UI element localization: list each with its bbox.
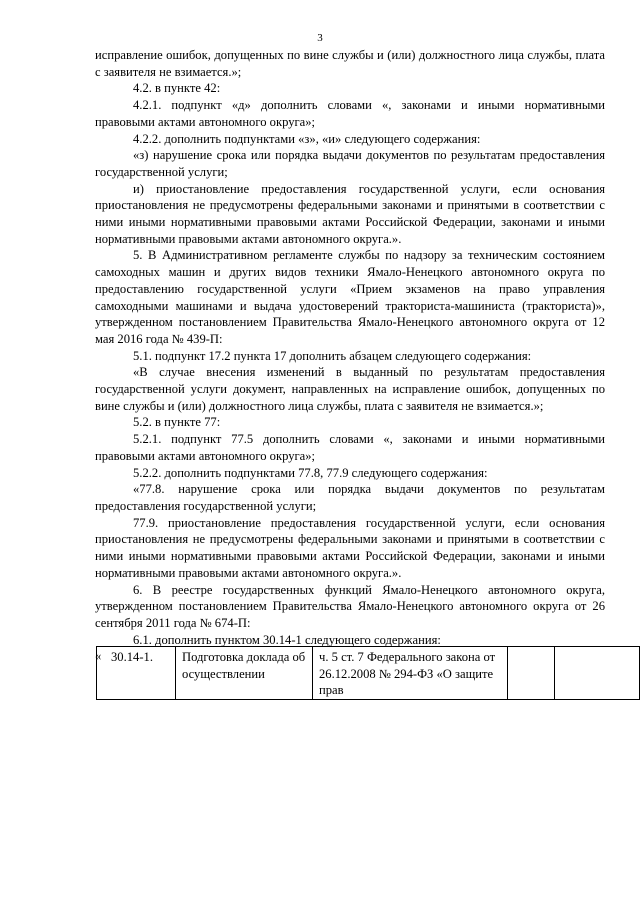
paragraph-quote-i: и) приостановление предоставления государственной услуги, если основания приостановления не предусмотрены федеральными законами и принятыми в соответствии с ними иными нормативными правовыми актами Российской Федерации, законами и иными нормативными правовыми актами автономного округа.». (95, 181, 605, 246)
paragraph-4-2: 4.2. в пункте 42: (133, 81, 221, 96)
cell-empty-4 (508, 647, 555, 700)
page-number: 3 (317, 32, 323, 44)
paragraph-quote-5-1: «В случае внесения изменений в выданный по результатам предоставления государственной услуги документ, направленных на исправление ошибок, допущенных по вине службы и (или) должностного лица службы, плата с заявителя не взимается.»; (95, 365, 605, 413)
cell-number: 30.14-1. (97, 647, 176, 700)
paragraph-quote-77-8: «77.8. нарушение срока или порядка выдачи документов по результатам предоставления государственной услуги; (95, 482, 605, 513)
paragraph-6: 6. В реестре государственных функций Ямало-Ненецкого автономного округа, утвержденном постановлением Правительства Ямало-Ненецкого автономного округа от 26 сентября 2011 года № 674-П: (95, 582, 605, 630)
paragraph-5: 5. В Административном регламенте службы по надзору за техническим состоянием самоходных машин и других видов техники Ямало-Ненецкого автономного округа по предоставлению государственной услуги «Прием экзаменов на право управления самоходными машинами и выдача удостоверений тракториста-машиниста (тракториста)», утвержденном постановлением Правительства Ямало-Ненецкого автономного округа от 12 мая 2016 года № 439-П: (95, 248, 605, 346)
registry-table (96, 646, 640, 700)
document-body (95, 47, 605, 665)
paragraph-5-2-2: 5.2.2. дополнить подпунктами 77.8, 77.9 следующего содержания: (133, 465, 488, 480)
open-quote-mark: « (95, 649, 102, 664)
paragraph-quote-z: «з) нарушение срока или порядка выдачи документов по результатам предоставления государственной услуги; (95, 148, 605, 179)
paragraph-4-2-2: 4.2.2. дополнить подпунктами «з», «и» следующего содержания: (133, 131, 481, 146)
paragraph-continuation: исправление ошибок, допущенных по вине службы и (или) должностного лица службы, плата с заявителя не взимается.»; (95, 48, 605, 79)
cell-name: Подготовка доклада об осуществлении (176, 647, 313, 700)
cell-empty-5 (555, 647, 640, 700)
paragraph-5-2-1: 5.2.1. подпункт 77.5 дополнить словами «, законами и иными нормативными правовыми актами автономного округа»; (95, 432, 605, 463)
paragraph-5-2: 5.2. в пункте 77: (133, 415, 221, 430)
paragraph-5-1: 5.1. подпункт 17.2 пункта 17 дополнить абзацем следующего содержания: (133, 348, 532, 363)
paragraph-quote-77-9: 77.9. приостановление предоставления государственной услуги, если основания приостановления не предусмотрены федеральными законами и принятыми в соответствии с ними иными нормативными правовыми актами Российской Федерации, законами и иными нормативными правовыми актами автономного округа.». (95, 515, 605, 580)
paragraph-4-2-1: 4.2.1. подпункт «д» дополнить словами «, законами и иными нормативными правовыми актами автономного округа»; (95, 98, 605, 129)
paragraph-6-1: 6.1. дополнить пунктом 30.14-1 следующего содержания: (133, 632, 441, 647)
table-row (97, 647, 640, 700)
cell-basis: ч. 5 ст. 7 Федерального закона от 26.12.2008 № 294-ФЗ «О защите прав (313, 647, 508, 700)
